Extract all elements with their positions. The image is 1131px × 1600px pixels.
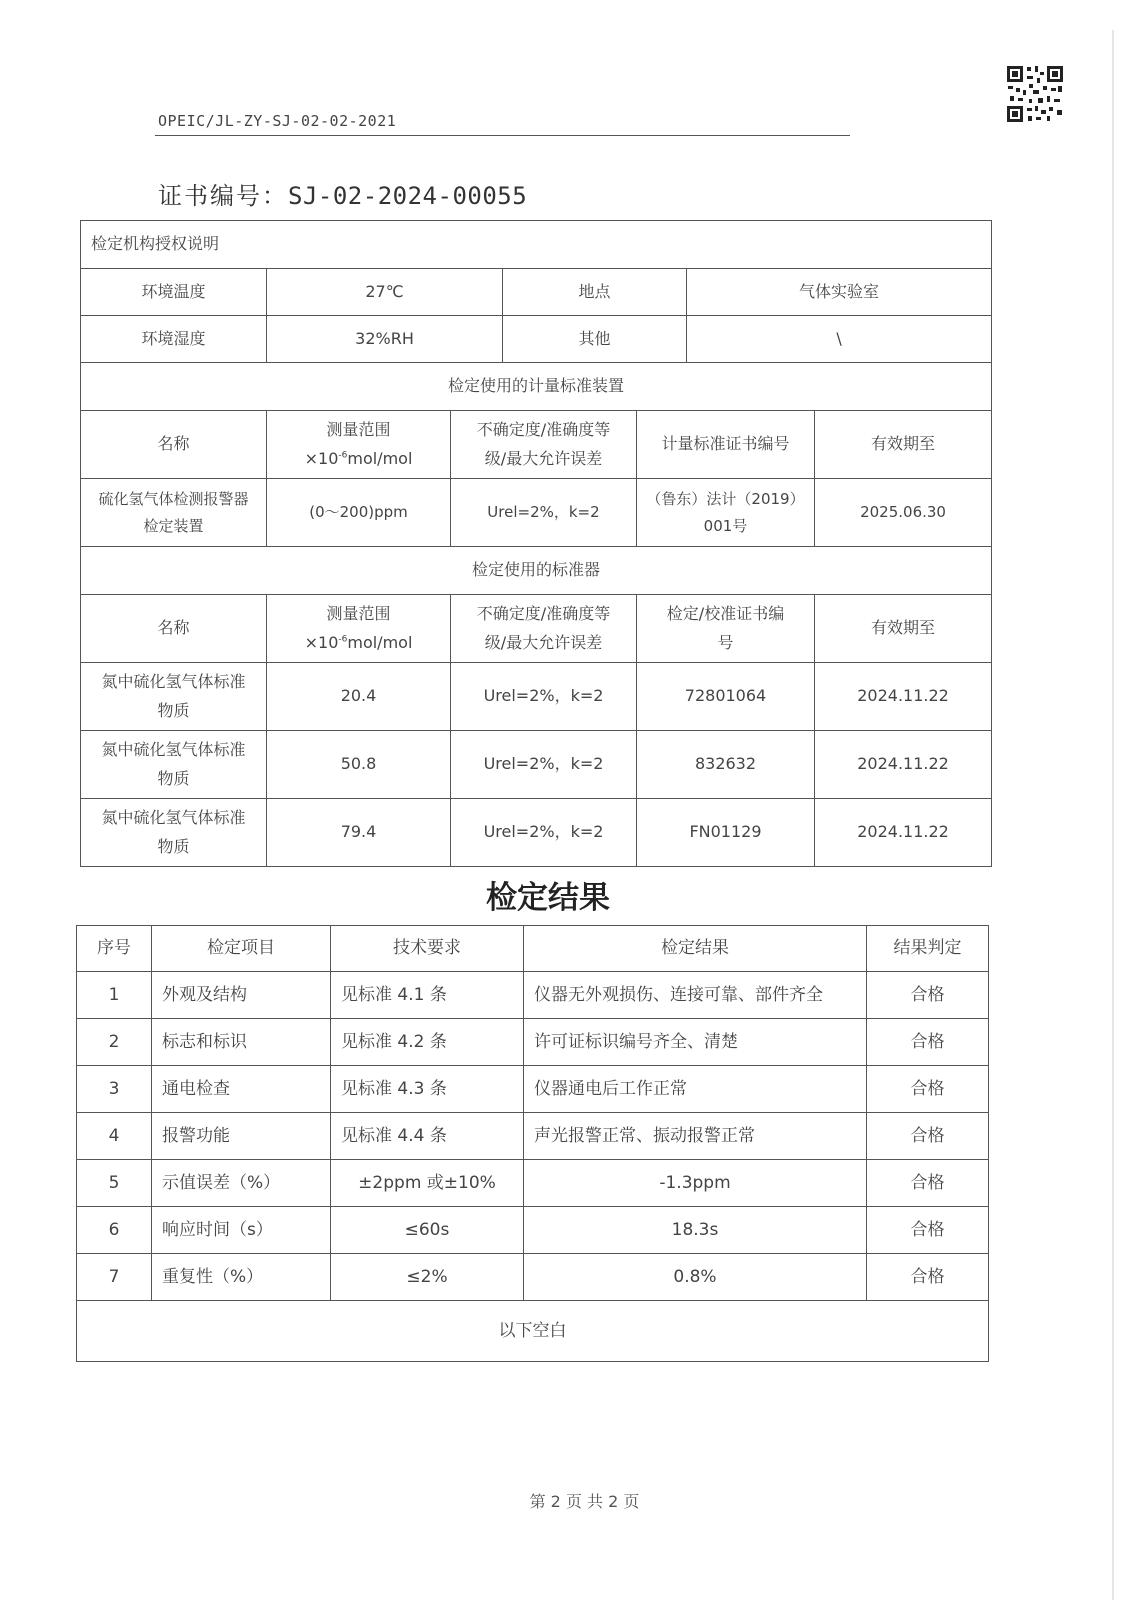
material-uncertainty: Urel=2%，k=2 — [451, 663, 637, 731]
device-uncertainty: Urel=2%，k=2 — [451, 479, 637, 547]
device-valid: 2025.06.30 — [815, 479, 992, 547]
row-verdict: 合格 — [867, 1066, 989, 1113]
row-item: 示值误差（%） — [152, 1160, 331, 1207]
env-value: 27℃ — [267, 269, 503, 316]
row-result: 18.3s — [524, 1207, 867, 1254]
row-item: 通电检查 — [152, 1066, 331, 1113]
row-seq: 5 — [77, 1160, 152, 1207]
row-seq: 4 — [77, 1113, 152, 1160]
page-number: 第 2 页 共 2 页 — [529, 1492, 640, 1511]
row-result: 仪器无外观损伤、连接可靠、部件齐全 — [524, 972, 867, 1019]
material-name: 氮中硫化氢气体标准 物质 — [81, 799, 267, 867]
row-item: 重复性（%） — [152, 1254, 331, 1301]
env-row — [81, 269, 992, 316]
header-rule — [155, 135, 850, 136]
header-cert: 检定/校准证书编 号 — [637, 595, 815, 663]
device-range: (0～200)ppm — [267, 479, 451, 547]
row-verdict: 合格 — [867, 1113, 989, 1160]
material-name: 氮中硫化氢气体标准 物质 — [81, 663, 267, 731]
row-result: -1.3ppm — [524, 1160, 867, 1207]
material-uncertainty: Urel=2%，k=2 — [451, 799, 637, 867]
material-valid: 2024.11.22 — [815, 663, 992, 731]
header-item: 检定项目 — [152, 926, 331, 972]
material-uncertainty: Urel=2%，k=2 — [451, 731, 637, 799]
row-verdict: 合格 — [867, 1207, 989, 1254]
row-verdict: 合格 — [867, 972, 989, 1019]
material-range: 50.8 — [267, 731, 451, 799]
env-key: 地点 — [503, 269, 687, 316]
table-row — [81, 663, 992, 731]
blank-note-row — [77, 1301, 989, 1362]
row-req: 见标准 4.3 条 — [331, 1066, 524, 1113]
page-edge-shadow — [1112, 30, 1114, 1600]
table-header-row — [81, 595, 992, 663]
material-valid: 2024.11.22 — [815, 799, 992, 867]
env-value: \ — [687, 316, 992, 363]
row-seq: 7 — [77, 1254, 152, 1301]
header-valid: 有效期至 — [815, 411, 992, 479]
certificate-label: 证书编号： — [158, 182, 288, 210]
auth-section-title: 检定机构授权说明 — [81, 221, 992, 269]
env-value: 32%RH — [267, 316, 503, 363]
standard-device-title: 检定使用的计量标准装置 — [81, 363, 992, 411]
header-uncertainty: 不确定度/准确度等 级/最大允许误差 — [451, 411, 637, 479]
table-header-row — [81, 411, 992, 479]
header-range: 测量范围 $\times 10^{-6}mol$/mol — [267, 411, 451, 479]
header-name: 名称 — [81, 411, 267, 479]
row-result: 许可证标识编号齐全、清楚 — [524, 1019, 867, 1066]
header-seq: 序号 — [77, 926, 152, 972]
env-key: 环境温度 — [81, 269, 267, 316]
qr-code-icon — [1005, 64, 1065, 124]
material-name: 氮中硫化氢气体标准 物质 — [81, 731, 267, 799]
reference-materials-title: 检定使用的标准器 — [81, 547, 992, 595]
results-table — [76, 925, 989, 1362]
material-cert: 72801064 — [637, 663, 815, 731]
row-verdict: 合格 — [867, 1019, 989, 1066]
section-title-row — [81, 547, 992, 595]
header-verdict: 结果判定 — [867, 926, 989, 972]
material-cert: 832632 — [637, 731, 815, 799]
env-key: 其他 — [503, 316, 687, 363]
header-result: 检定结果 — [524, 926, 867, 972]
row-req: 见标准 4.2 条 — [331, 1019, 524, 1066]
table-row — [77, 1254, 989, 1301]
material-range: 20.4 — [267, 663, 451, 731]
row-verdict: 合格 — [867, 1254, 989, 1301]
row-item: 标志和标识 — [152, 1019, 331, 1066]
row-req: 见标准 4.4 条 — [331, 1113, 524, 1160]
row-result: 0.8% — [524, 1254, 867, 1301]
table-header-row — [77, 926, 989, 972]
material-valid: 2024.11.22 — [815, 731, 992, 799]
row-seq: 3 — [77, 1066, 152, 1113]
header-valid: 有效期至 — [815, 595, 992, 663]
env-key: 环境湿度 — [81, 316, 267, 363]
row-item: 响应时间（s） — [152, 1207, 331, 1254]
table-row — [77, 1019, 989, 1066]
certificate-number-line — [158, 176, 527, 211]
row-item: 报警功能 — [152, 1113, 331, 1160]
device-name: 硫化氢气体检测报警器 检定装置 — [81, 479, 267, 547]
material-range: 79.4 — [267, 799, 451, 867]
table-row — [81, 799, 992, 867]
table-row — [81, 731, 992, 799]
document-code: OPEIC/JL-ZY-SJ-02-02-2021 — [158, 112, 397, 130]
row-verdict: 合格 — [867, 1160, 989, 1207]
table-row — [81, 479, 992, 547]
table-row — [77, 1207, 989, 1254]
table-row — [77, 1113, 989, 1160]
certificate-number: SJ-02-2024-00055 — [288, 182, 528, 210]
row-item: 外观及结构 — [152, 972, 331, 1019]
material-cert: FN01129 — [637, 799, 815, 867]
header-uncertainty: 不确定度/准确度等 级/最大允许误差 — [451, 595, 637, 663]
row-req: ≤2% — [331, 1254, 524, 1301]
calibration-info-table — [80, 220, 992, 867]
header-req: 技术要求 — [331, 926, 524, 972]
header-range: 测量范围 $\times 10^{-6}mol$/mol — [267, 595, 451, 663]
row-req: ±2ppm 或±10% — [331, 1160, 524, 1207]
table-row — [77, 1160, 989, 1207]
results-title: 检定结果 — [486, 880, 610, 916]
device-cert: （鲁东）法计（2019） 001号 — [637, 479, 815, 547]
table-row — [77, 972, 989, 1019]
header-cert: 计量标准证书编号 — [637, 411, 815, 479]
header-name: 名称 — [81, 595, 267, 663]
blank-note: 以下空白 — [77, 1301, 989, 1362]
row-result: 仪器通电后工作正常 — [524, 1066, 867, 1113]
row-req: ≤60s — [331, 1207, 524, 1254]
auth-title-row — [81, 221, 992, 269]
table-row — [77, 1066, 989, 1113]
env-row — [81, 316, 992, 363]
row-seq: 6 — [77, 1207, 152, 1254]
row-seq: 2 — [77, 1019, 152, 1066]
env-value: 气体实验室 — [687, 269, 992, 316]
row-result: 声光报警正常、振动报警正常 — [524, 1113, 867, 1160]
row-seq: 1 — [77, 972, 152, 1019]
row-req: 见标准 4.1 条 — [331, 972, 524, 1019]
section-title-row — [81, 363, 992, 411]
